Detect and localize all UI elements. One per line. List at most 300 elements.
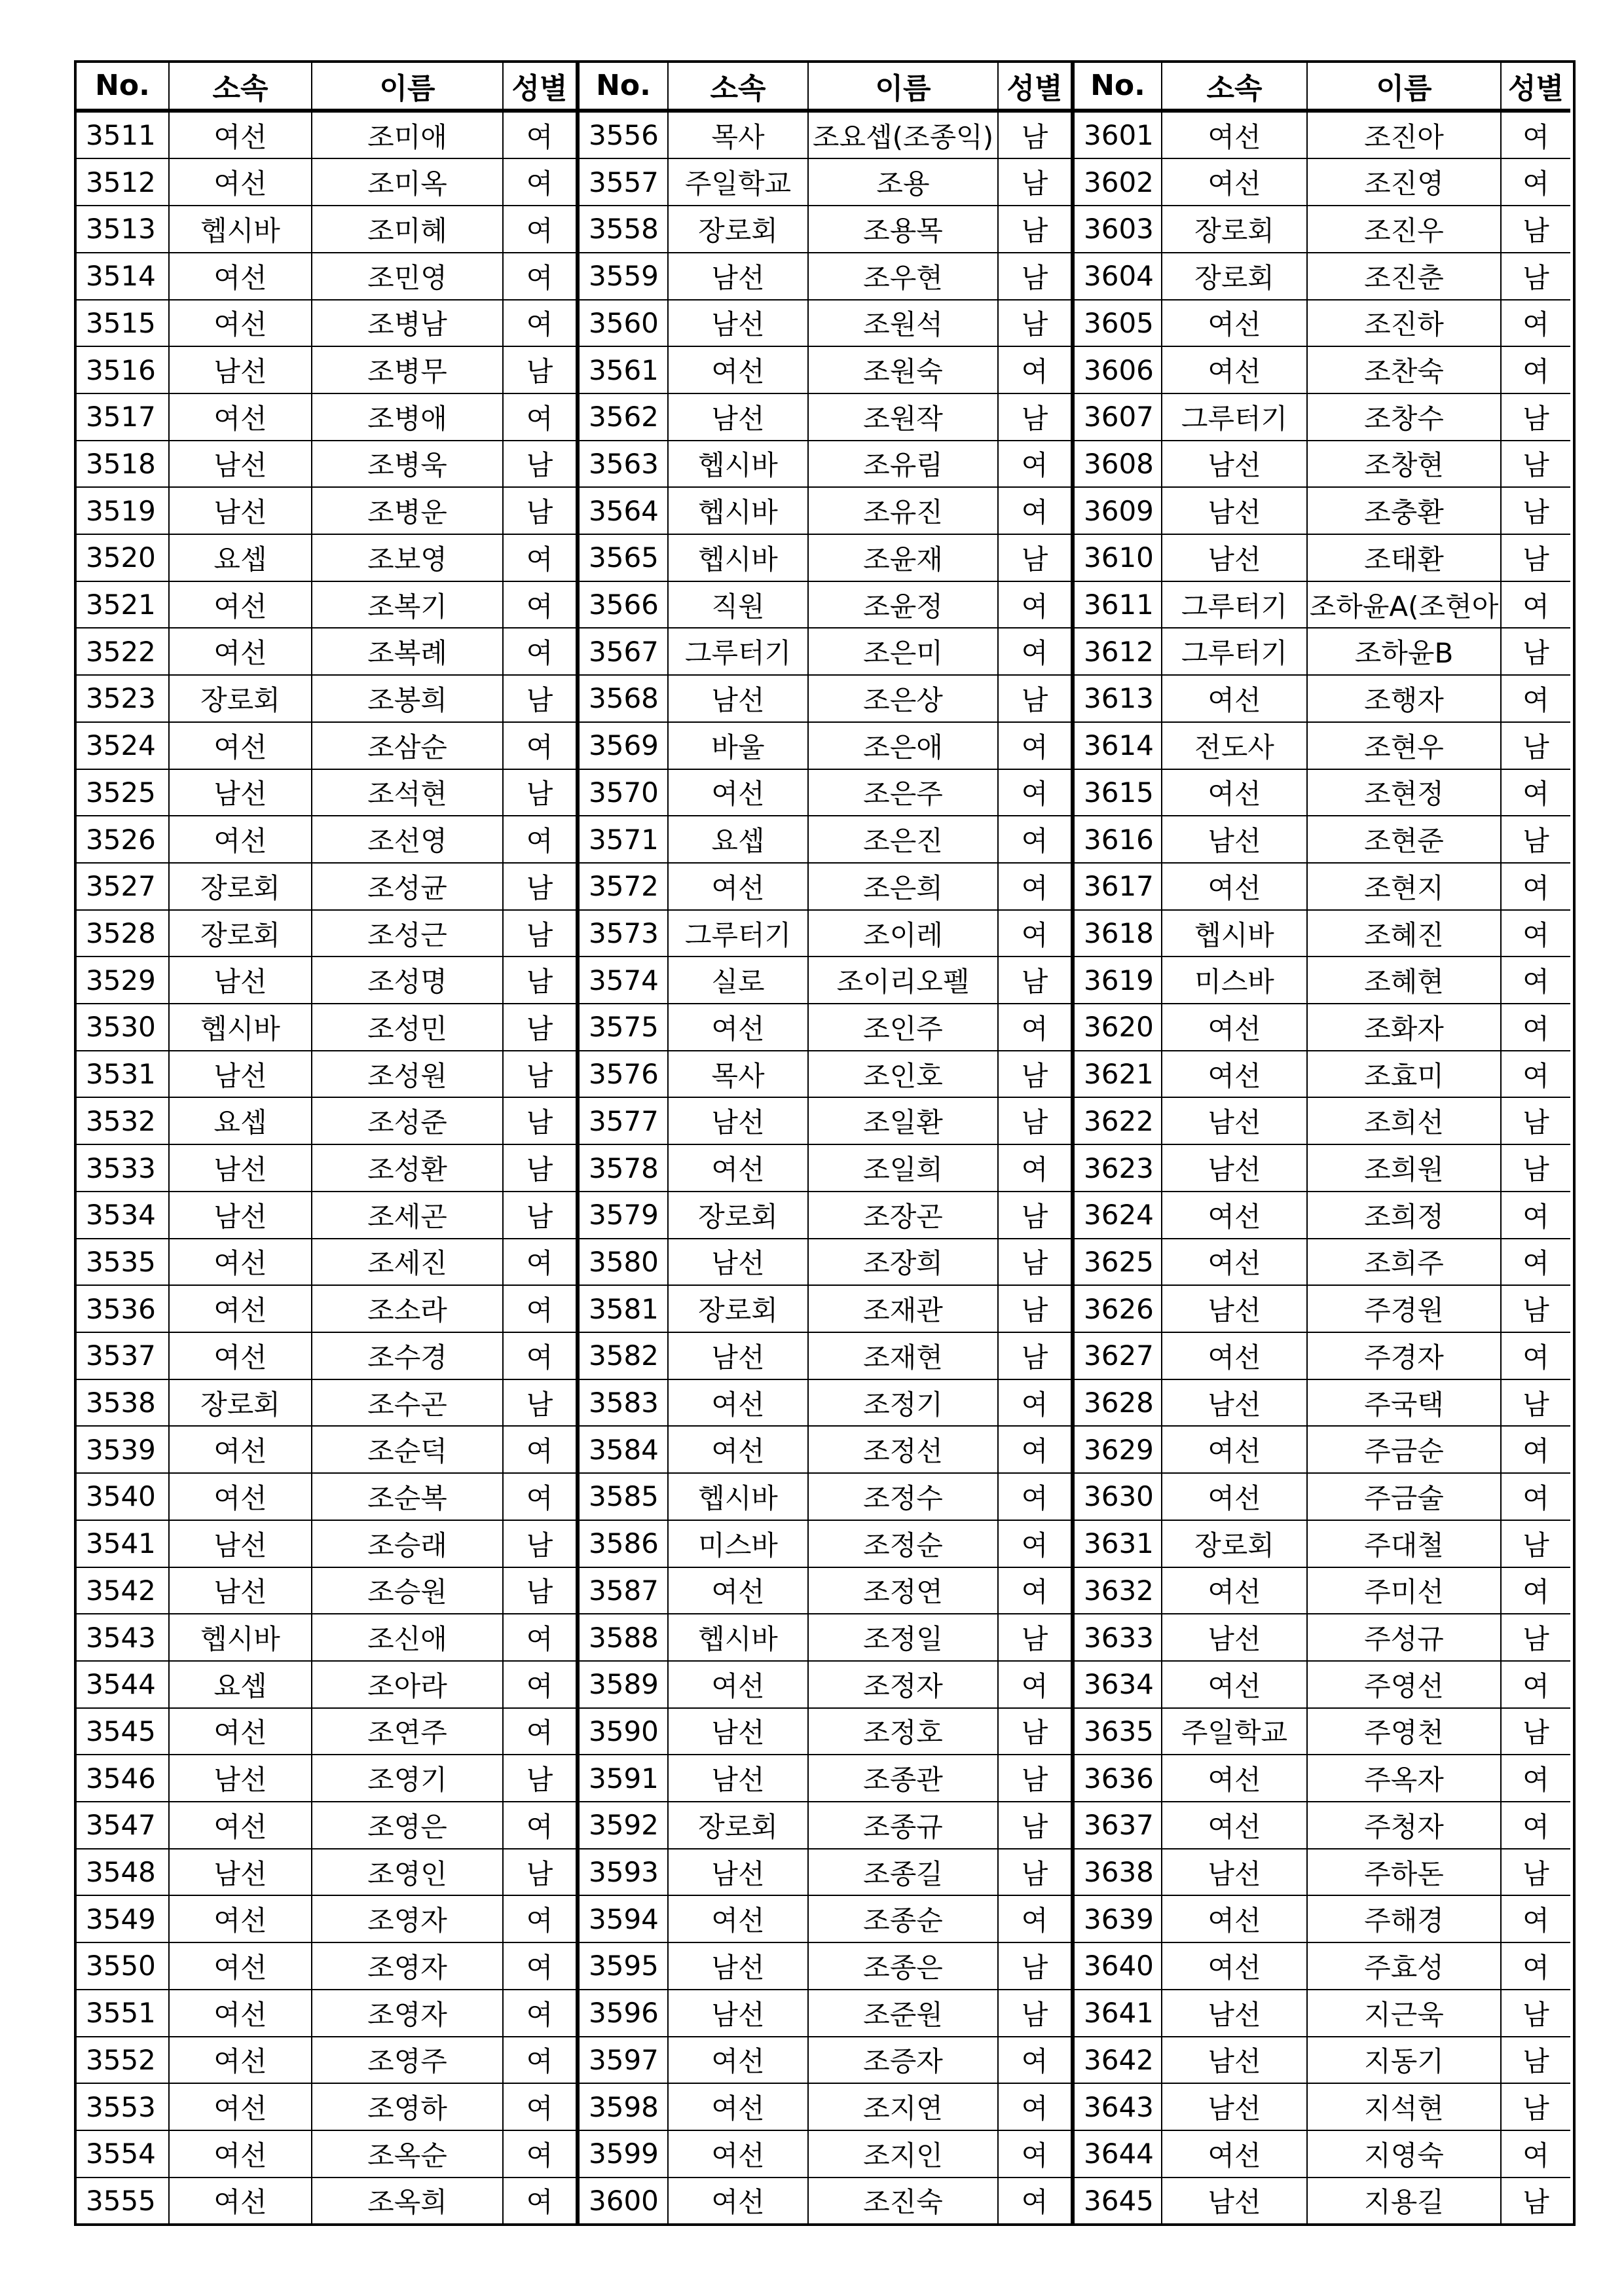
table-row <box>77 1990 576 2037</box>
member-affiliation: 장로회 <box>168 676 311 721</box>
member-affiliation: 실로 <box>667 957 807 1003</box>
member-gender: 여 <box>1500 957 1570 1003</box>
member-affiliation: 여선 <box>1161 1802 1306 1848</box>
table-row <box>580 1145 1071 1192</box>
member-number: 3615 <box>1084 776 1154 809</box>
table-row <box>1075 1709 1570 1756</box>
member-gender: 남 <box>1500 1709 1570 1755</box>
member-number: 3614 <box>1084 729 1154 762</box>
table-row <box>580 629 1071 676</box>
member-number: 3635 <box>1084 1715 1154 1747</box>
table-row <box>77 159 576 206</box>
member-affiliation: 여선 <box>168 1802 311 1848</box>
member-name: 조성민 <box>311 1004 502 1050</box>
member-name: 조희원 <box>1306 1145 1500 1191</box>
table-row <box>77 582 576 629</box>
member-affiliation: 남선 <box>1161 1145 1306 1191</box>
table-row <box>580 864 1071 911</box>
member-name: 조정수 <box>807 1474 997 1520</box>
member-affiliation: 장로회 <box>1161 253 1306 299</box>
member-number: 3619 <box>1084 964 1154 996</box>
member-gender: 남 <box>502 1051 576 1097</box>
member-number: 3515 <box>86 306 156 339</box>
member-name: 조이리오펠 <box>807 957 997 1003</box>
table-row <box>1075 1943 1570 1990</box>
member-name: 조진춘 <box>1306 253 1500 299</box>
member-affiliation: 바울 <box>667 723 807 769</box>
member-number: 3571 <box>589 823 659 856</box>
member-affiliation: 여선 <box>667 864 807 909</box>
member-name: 조재관 <box>807 1286 997 1332</box>
member-number: 3611 <box>1084 589 1154 621</box>
member-number: 3606 <box>1084 354 1154 386</box>
member-name: 조영인 <box>311 1850 502 1895</box>
member-number: 3621 <box>1084 1058 1154 1091</box>
member-gender: 여 <box>1500 582 1570 628</box>
table-row <box>580 1850 1071 1897</box>
member-gender: 남 <box>1500 1098 1570 1144</box>
member-gender: 여 <box>1500 2131 1570 2177</box>
member-gender: 남 <box>997 1709 1071 1755</box>
member-gender: 여 <box>997 1662 1071 1707</box>
member-name: 조옥희 <box>311 2178 502 2224</box>
table-row <box>580 206 1071 253</box>
member-gender: 여 <box>997 488 1071 534</box>
member-affiliation: 여선 <box>168 2037 311 2083</box>
table-row <box>77 957 576 1004</box>
member-affiliation: 여선 <box>168 1709 311 1755</box>
member-name: 조찬숙 <box>1306 347 1500 393</box>
table-row <box>77 1896 576 1943</box>
member-number: 3634 <box>1084 1668 1154 1701</box>
table-row <box>580 1709 1071 1756</box>
member-number: 3568 <box>589 682 659 715</box>
member-gender: 남 <box>997 1850 1071 1895</box>
member-affiliation: 여선 <box>1161 1568 1306 1614</box>
table-row <box>77 535 576 582</box>
member-name: 지용길 <box>1306 2178 1500 2224</box>
table-row <box>580 770 1071 817</box>
member-name: 조진영 <box>1306 159 1500 205</box>
table-row <box>77 1192 576 1239</box>
member-affiliation: 요셉 <box>168 1098 311 1144</box>
member-affiliation: 남선 <box>1161 1286 1306 1332</box>
member-number: 3609 <box>1084 494 1154 527</box>
member-name: 조소라 <box>311 1286 502 1332</box>
member-number: 3577 <box>589 1104 659 1137</box>
member-name: 주효성 <box>1306 1943 1500 1989</box>
member-name: 조아라 <box>311 1662 502 1707</box>
member-number: 3553 <box>86 2090 156 2123</box>
table-row <box>1075 2178 1570 2224</box>
member-affiliation: 여선 <box>667 1380 807 1426</box>
table-row <box>580 2131 1071 2178</box>
member-gender: 남 <box>997 206 1071 252</box>
member-gender: 남 <box>502 1380 576 1426</box>
table-row <box>1075 1051 1570 1099</box>
member-affiliation: 남선 <box>168 770 311 816</box>
table-row <box>580 1427 1071 1474</box>
member-number: 3550 <box>86 1950 156 1982</box>
member-affiliation: 미스바 <box>667 1521 807 1567</box>
member-number: 3517 <box>86 401 156 433</box>
member-number: 3535 <box>86 1245 156 1278</box>
member-number: 3547 <box>86 1809 156 1842</box>
member-number: 3564 <box>589 494 659 527</box>
member-affiliation: 남선 <box>168 1521 311 1567</box>
member-number: 3579 <box>589 1199 659 1231</box>
table-row <box>1075 676 1570 723</box>
member-gender: 남 <box>502 676 576 721</box>
member-number: 3520 <box>86 541 156 574</box>
member-affiliation: 헵시바 <box>168 1614 311 1660</box>
member-affiliation: 여선 <box>667 1004 807 1050</box>
table-row <box>77 2178 576 2224</box>
member-gender: 남 <box>997 676 1071 721</box>
table-row <box>1075 206 1570 253</box>
member-name: 조은애 <box>807 723 997 769</box>
member-affiliation: 남선 <box>1161 2084 1306 2130</box>
member-gender: 여 <box>1500 1474 1570 1520</box>
member-number: 3625 <box>1084 1245 1154 1278</box>
member-number: 3576 <box>589 1058 659 1091</box>
member-affiliation: 여선 <box>168 629 311 674</box>
member-gender: 여 <box>502 2178 576 2224</box>
member-affiliation: 여선 <box>1161 1004 1306 1050</box>
member-number: 3599 <box>589 2138 659 2170</box>
member-gender: 여 <box>997 770 1071 816</box>
member-affiliation: 남선 <box>1161 1380 1306 1426</box>
member-name: 조종순 <box>807 1896 997 1942</box>
member-gender: 남 <box>997 394 1071 440</box>
member-name: 주성규 <box>1306 1614 1500 1660</box>
member-affiliation: 남선 <box>1161 2037 1306 2083</box>
member-gender: 여 <box>997 1427 1071 1472</box>
member-number: 3584 <box>589 1433 659 1466</box>
member-affiliation: 여선 <box>667 2084 807 2130</box>
member-number: 3530 <box>86 1011 156 1044</box>
member-affiliation: 여선 <box>1161 1051 1306 1097</box>
member-gender: 남 <box>997 1286 1071 1332</box>
member-name: 조영자 <box>311 1943 502 1989</box>
member-affiliation: 남선 <box>667 301 807 346</box>
member-name: 조미옥 <box>311 159 502 205</box>
member-number: 3559 <box>589 260 659 293</box>
member-gender: 여 <box>502 723 576 769</box>
header-name: 이름 <box>1306 63 1500 109</box>
member-number: 3549 <box>86 1903 156 1935</box>
member-name: 주경자 <box>1306 1333 1500 1379</box>
member-affiliation: 요셉 <box>168 1662 311 1707</box>
member-affiliation: 여선 <box>168 1333 311 1379</box>
member-affiliation: 여선 <box>1161 770 1306 816</box>
member-affiliation: 여선 <box>1161 1474 1306 1520</box>
member-affiliation: 여선 <box>667 2178 807 2224</box>
member-affiliation: 주일학교 <box>667 159 807 205</box>
member-affiliation: 여선 <box>667 1662 807 1707</box>
member-gender: 남 <box>502 1755 576 1801</box>
member-number: 3589 <box>589 1668 659 1701</box>
member-affiliation: 그루터기 <box>1161 629 1306 674</box>
member-name: 조유림 <box>807 441 997 487</box>
header-affiliation: 소속 <box>168 63 311 109</box>
member-number: 3526 <box>86 823 156 856</box>
table-row <box>1075 1427 1570 1474</box>
member-name: 조진하 <box>1306 301 1500 346</box>
table-row <box>1075 1192 1570 1239</box>
member-gender: 여 <box>502 2037 576 2083</box>
member-gender: 남 <box>1500 816 1570 862</box>
member-gender: 남 <box>1500 1850 1570 1895</box>
table-row <box>1075 159 1570 206</box>
member-name: 주국택 <box>1306 1380 1500 1426</box>
member-name: 조영기 <box>311 1755 502 1801</box>
member-number: 3643 <box>1084 2090 1154 2123</box>
member-affiliation: 여선 <box>168 113 311 158</box>
member-number: 3554 <box>86 2138 156 2170</box>
member-name: 조장곤 <box>807 1192 997 1238</box>
member-affiliation: 여선 <box>168 816 311 862</box>
member-number: 3575 <box>589 1011 659 1044</box>
member-number: 3572 <box>589 870 659 903</box>
table-row <box>1075 1850 1570 1897</box>
member-gender: 여 <box>502 1943 576 1989</box>
table-row <box>77 770 576 817</box>
member-number: 3548 <box>86 1856 156 1889</box>
member-number: 3641 <box>1084 1997 1154 2030</box>
member-number: 3581 <box>589 1292 659 1325</box>
table-row <box>1075 347 1570 394</box>
member-name: 조이레 <box>807 911 997 957</box>
member-affiliation: 헵시바 <box>1161 911 1306 957</box>
table-row <box>77 1614 576 1662</box>
member-name: 조창수 <box>1306 394 1500 440</box>
member-affiliation: 여선 <box>168 582 311 628</box>
member-gender: 여 <box>1500 1755 1570 1801</box>
member-gender: 남 <box>502 441 576 487</box>
member-name: 조현지 <box>1306 864 1500 909</box>
member-number: 3600 <box>589 2184 659 2217</box>
member-gender: 남 <box>997 301 1071 346</box>
member-number: 3588 <box>589 1621 659 1654</box>
table-row <box>77 1004 576 1051</box>
member-number: 3569 <box>589 729 659 762</box>
member-affiliation: 여선 <box>168 1990 311 2036</box>
member-number: 3601 <box>1084 119 1154 152</box>
member-gender: 남 <box>1500 2178 1570 2224</box>
member-name: 조병운 <box>311 488 502 534</box>
member-name: 조지인 <box>807 2131 997 2177</box>
member-number: 3644 <box>1084 2138 1154 2170</box>
roster-column-block-1 <box>77 63 576 2223</box>
member-number: 3642 <box>1084 2043 1154 2076</box>
member-number: 3552 <box>86 2043 156 2076</box>
header-row <box>1075 63 1570 113</box>
member-affiliation: 헵시바 <box>667 488 807 534</box>
member-gender: 여 <box>502 1614 576 1660</box>
member-gender: 여 <box>997 2084 1071 2130</box>
member-gender: 여 <box>1500 1662 1570 1707</box>
table-row <box>77 2037 576 2085</box>
member-affiliation: 요셉 <box>667 816 807 862</box>
member-name: 조세곤 <box>311 1192 502 1238</box>
member-number: 3562 <box>589 401 659 433</box>
member-name: 조하윤B <box>1306 629 1500 674</box>
member-number: 3618 <box>1084 917 1154 949</box>
table-row <box>77 1051 576 1099</box>
table-row <box>1075 2084 1570 2131</box>
member-gender: 여 <box>997 1521 1071 1567</box>
member-gender: 남 <box>1500 394 1570 440</box>
member-affiliation: 목사 <box>667 113 807 158</box>
member-number: 3534 <box>86 1199 156 1231</box>
member-name: 조성균 <box>311 864 502 909</box>
member-name: 주영천 <box>1306 1709 1500 1755</box>
member-affiliation: 남선 <box>1161 2178 1306 2224</box>
member-number: 3541 <box>86 1527 156 1560</box>
member-name: 조영은 <box>311 1802 502 1848</box>
member-affiliation: 남선 <box>667 676 807 721</box>
member-number: 3602 <box>1084 166 1154 198</box>
member-affiliation: 여선 <box>168 2131 311 2177</box>
member-name: 조은미 <box>807 629 997 674</box>
member-number: 3539 <box>86 1433 156 1466</box>
member-number: 3580 <box>589 1245 659 1278</box>
table-row <box>580 394 1071 441</box>
member-affiliation: 그루터기 <box>1161 394 1306 440</box>
member-affiliation: 장로회 <box>168 864 311 909</box>
member-gender: 남 <box>502 1145 576 1191</box>
member-name: 조원석 <box>807 301 997 346</box>
member-number: 3637 <box>1084 1809 1154 1842</box>
table-row <box>580 441 1071 488</box>
table-row <box>1075 957 1570 1004</box>
member-number: 3585 <box>589 1480 659 1513</box>
member-name: 조재현 <box>807 1333 997 1379</box>
table-row <box>77 347 576 394</box>
member-name: 조미혜 <box>311 206 502 252</box>
table-row <box>580 1239 1071 1286</box>
member-affiliation: 남선 <box>168 1145 311 1191</box>
member-number: 3514 <box>86 260 156 293</box>
member-gender: 남 <box>997 1802 1071 1848</box>
member-affiliation: 여선 <box>1161 347 1306 393</box>
member-gender: 여 <box>502 1990 576 2036</box>
member-number: 3598 <box>589 2090 659 2123</box>
member-gender: 남 <box>502 1098 576 1144</box>
member-number: 3591 <box>589 1762 659 1795</box>
member-gender: 여 <box>502 1896 576 1942</box>
member-gender: 여 <box>1500 864 1570 909</box>
member-number: 3616 <box>1084 823 1154 856</box>
table-row <box>580 535 1071 582</box>
member-gender: 남 <box>502 1192 576 1238</box>
member-gender: 여 <box>1500 1051 1570 1097</box>
member-name: 조유진 <box>807 488 997 534</box>
member-name: 조병욱 <box>311 441 502 487</box>
member-name: 조현정 <box>1306 770 1500 816</box>
table-row <box>77 1427 576 1474</box>
member-name: 조정선 <box>807 1427 997 1472</box>
member-gender: 남 <box>997 535 1071 581</box>
member-name: 조희선 <box>1306 1098 1500 1144</box>
member-number: 3545 <box>86 1715 156 1747</box>
table-row <box>580 1051 1071 1099</box>
member-gender: 여 <box>1500 1004 1570 1050</box>
member-name: 조영자 <box>311 1896 502 1942</box>
table-row <box>77 2084 576 2131</box>
member-number: 3632 <box>1084 1574 1154 1607</box>
member-number: 3638 <box>1084 1856 1154 1889</box>
member-number: 3582 <box>589 1339 659 1372</box>
member-gender: 여 <box>502 629 576 674</box>
table-row <box>77 1474 576 1521</box>
member-name: 조보영 <box>311 535 502 581</box>
member-affiliation: 전도사 <box>1161 723 1306 769</box>
member-name: 주미선 <box>1306 1568 1500 1614</box>
roster-column-block-2 <box>576 63 1071 2223</box>
table-row <box>580 1943 1071 1990</box>
table-row <box>77 1098 576 1145</box>
table-row <box>580 2178 1071 2224</box>
member-gender: 여 <box>1500 1192 1570 1238</box>
member-name: 조인주 <box>807 1004 997 1050</box>
table-row <box>1075 1098 1570 1145</box>
table-row <box>580 1802 1071 1850</box>
member-number: 3612 <box>1084 635 1154 668</box>
member-gender: 여 <box>1500 911 1570 957</box>
member-affiliation: 헵시바 <box>667 441 807 487</box>
table-row <box>1075 1239 1570 1286</box>
member-affiliation: 헵시바 <box>667 535 807 581</box>
member-number: 3622 <box>1084 1104 1154 1137</box>
member-number: 3518 <box>86 447 156 480</box>
member-affiliation: 헵시바 <box>168 1004 311 1050</box>
table-row <box>1075 2131 1570 2178</box>
member-affiliation: 직원 <box>667 582 807 628</box>
member-name: 조미애 <box>311 113 502 158</box>
member-affiliation: 여선 <box>168 394 311 440</box>
member-name: 조은희 <box>807 864 997 909</box>
member-affiliation: 여선 <box>667 1145 807 1191</box>
member-number: 3542 <box>86 1574 156 1607</box>
member-gender: 남 <box>502 347 576 393</box>
member-name: 조화자 <box>1306 1004 1500 1050</box>
member-number: 3578 <box>589 1152 659 1184</box>
member-name: 조윤재 <box>807 535 997 581</box>
member-number: 3620 <box>1084 1011 1154 1044</box>
table-row <box>77 1568 576 1615</box>
member-affiliation: 여선 <box>168 1427 311 1472</box>
table-row <box>1075 723 1570 770</box>
member-number: 3624 <box>1084 1199 1154 1231</box>
member-affiliation: 남선 <box>168 1568 311 1614</box>
member-name: 조순덕 <box>311 1427 502 1472</box>
member-gender: 여 <box>502 1286 576 1332</box>
member-gender: 여 <box>1500 1896 1570 1942</box>
member-affiliation: 남선 <box>667 1333 807 1379</box>
member-affiliation: 장로회 <box>1161 206 1306 252</box>
member-name: 조병남 <box>311 301 502 346</box>
table-row <box>580 1098 1071 1145</box>
member-gender: 여 <box>502 582 576 628</box>
member-gender: 남 <box>502 864 576 909</box>
member-affiliation: 여선 <box>1161 676 1306 721</box>
member-number: 3636 <box>1084 1762 1154 1795</box>
table-row <box>1075 1990 1570 2037</box>
table-row <box>77 816 576 864</box>
member-affiliation: 미스바 <box>1161 957 1306 1003</box>
